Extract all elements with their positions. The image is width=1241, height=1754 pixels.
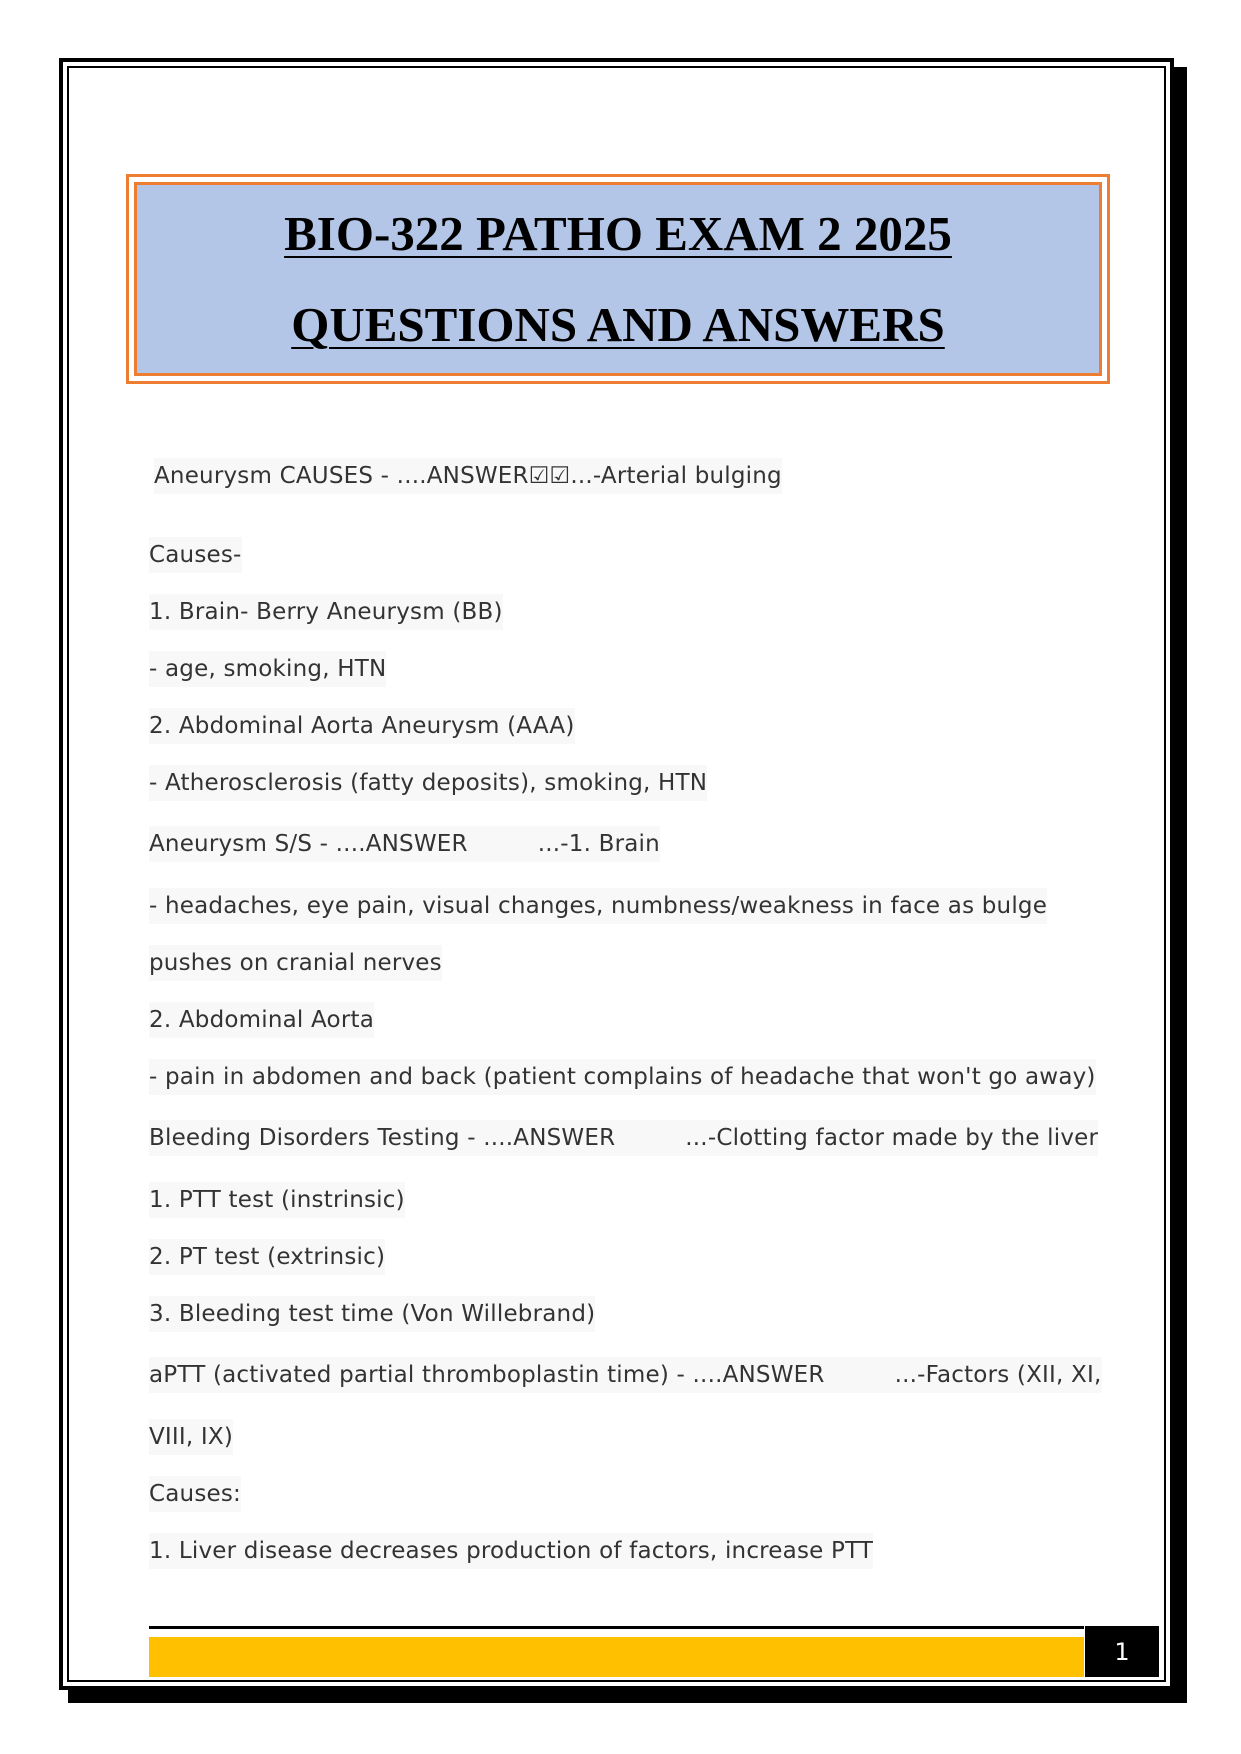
- page-number-box: [1085, 1626, 1159, 1677]
- text-line: pushes on cranial nerves: [149, 945, 442, 981]
- text-line: 1. PTT test (instrinsic): [149, 1182, 405, 1218]
- text-line: 2. PT test (extrinsic): [149, 1239, 385, 1275]
- qa-question: [149, 826, 660, 862]
- question-text: Bleeding Disorders Testing - ....ANSWER: [149, 1125, 616, 1151]
- text-line: 2. Abdominal Aorta: [149, 1002, 374, 1038]
- title-line-1: BIO-322 PATHO EXAM 2 2025: [284, 206, 952, 261]
- question-text: Aneurysm S/S - ....ANSWER: [149, 831, 468, 857]
- text-line: - Atherosclerosis (fatty deposits), smoking, HTN: [149, 765, 707, 801]
- page-number: 1: [1114, 1637, 1130, 1666]
- text-line: Causes:: [149, 1476, 241, 1512]
- footer-bar: [149, 1637, 1084, 1677]
- text-line: VIII, IX): [149, 1419, 233, 1455]
- question-text: aPTT (activated partial thromboplastin time) - ....ANSWER: [149, 1362, 825, 1388]
- text-line: 1. Brain- Berry Aneurysm (BB): [149, 594, 503, 630]
- answer-text: ...-Factors (XII, XI,: [894, 1362, 1102, 1388]
- text-line: 3. Bleeding test time (Von Willebrand): [149, 1296, 595, 1332]
- qa-question: [149, 1120, 1098, 1156]
- text-line: 1. Liver disease decreases production of factors, increase PTT: [149, 1533, 873, 1569]
- text-line: Causes-: [149, 537, 242, 573]
- qa-question: Aneurysm CAUSES - ....ANSWER☑☑...-Arterial bulging: [154, 458, 782, 494]
- qa-question: [149, 1357, 1102, 1393]
- title-inner: [134, 182, 1102, 376]
- title-box: [126, 174, 1110, 384]
- text-line: - age, smoking, HTN: [149, 651, 386, 687]
- title-line-2: QUESTIONS AND ANSWERS: [291, 297, 945, 352]
- footer-rule: [149, 1626, 1084, 1629]
- text-line: 2. Abdominal Aorta Aneurysm (AAA): [149, 708, 575, 744]
- text-line: - pain in abdomen and back (patient complains of headache that won't go away): [149, 1059, 1096, 1095]
- answer-text: ...-Clotting factor made by the liver: [685, 1125, 1099, 1151]
- answer-text: ...-1. Brain: [537, 831, 660, 857]
- text-line: - headaches, eye pain, visual changes, numbness/weakness in face as bulge: [149, 888, 1047, 924]
